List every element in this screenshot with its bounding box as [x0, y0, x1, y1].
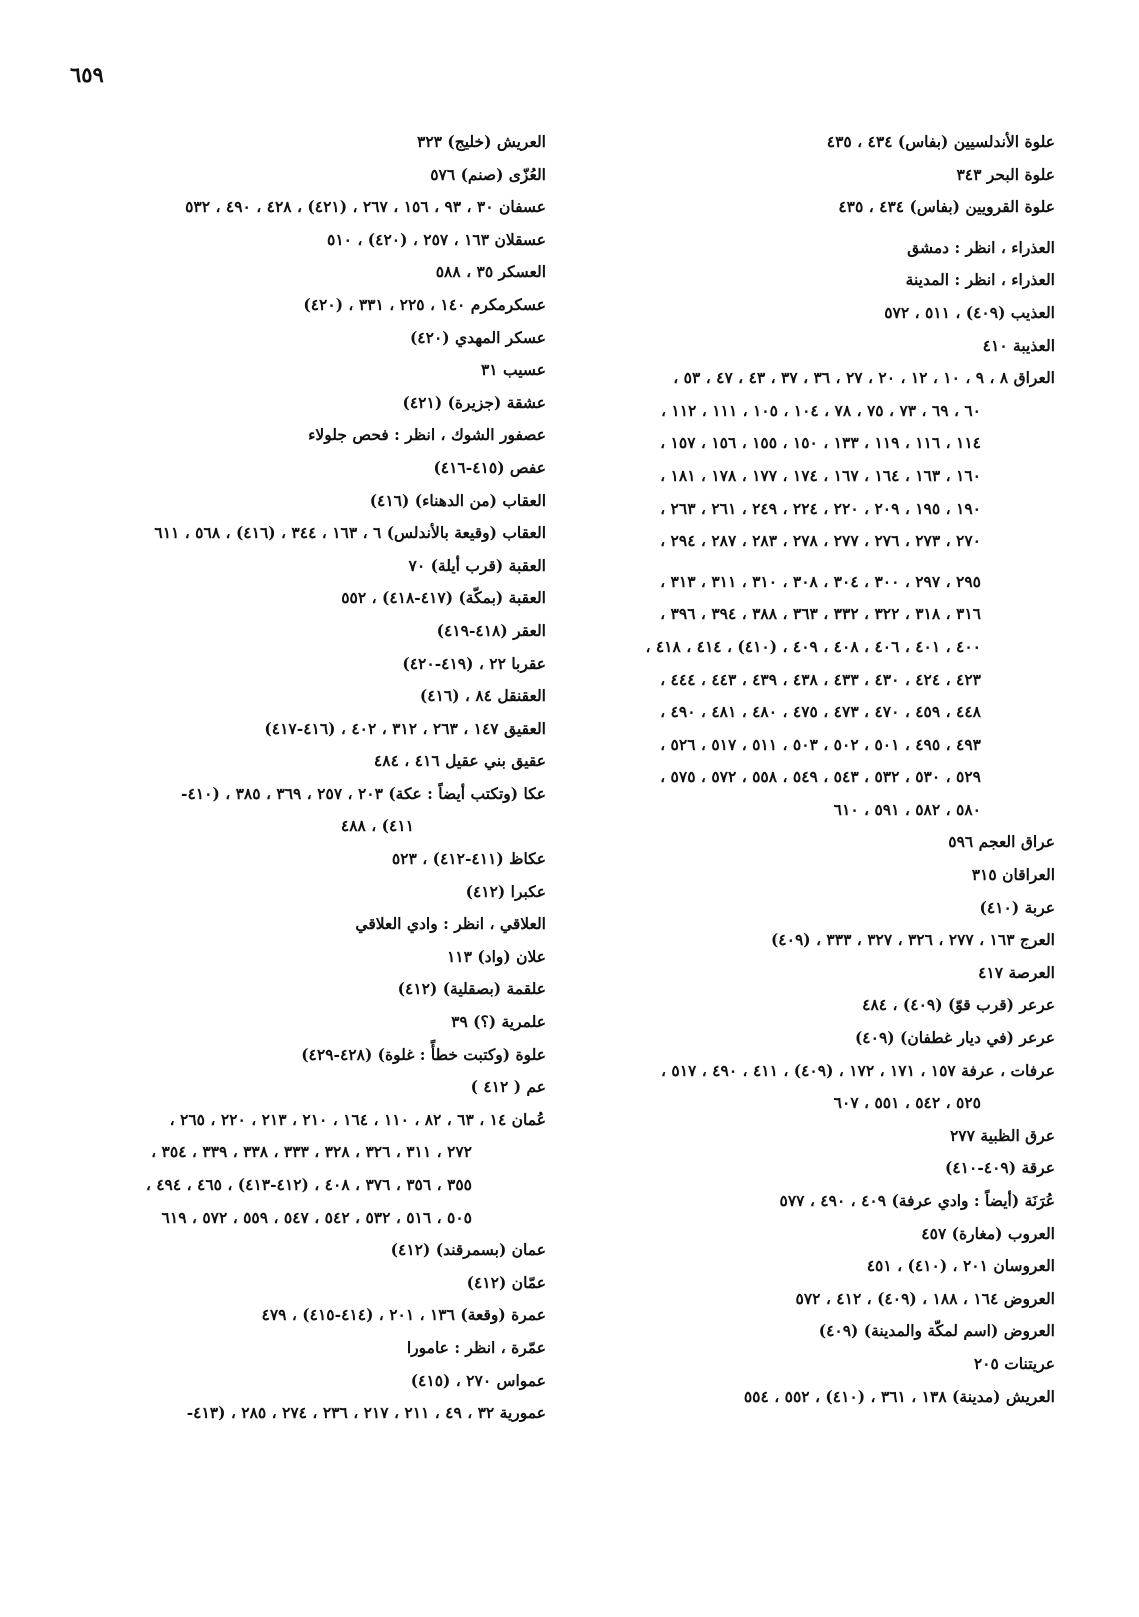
index-entry: عرقة (٤٠٩-٤١٠) [944, 1158, 1055, 1178]
index-entry-continuation: ٥٨٠ ، ٥٨٢ ، ٥٩١ ، ٦١٠ [833, 799, 981, 819]
index-entry-continuation: ٣٥٥ ، ٣٥٦ ، ٣٧٦ ، ٤٠٨ ، (٤١٢-٤١٣) ، ٤٦٥ ، ٤٩٤ ، [145, 1175, 472, 1194]
index-entry: عسكرمكرم ١٤٠ ، ٢٢٥ ، ٣٣١ ، (٤٢٠) [303, 294, 546, 314]
index-entry: العذراء ، انظر : دمشق [907, 237, 1055, 257]
index-entry-continuation: ٦٠ ، ٦٩ ، ٧٣ ، ٧٥ ، ٧٨ ، ١٠٤ ، ١٠٥ ، ١١١ ، ١١٢ ، [661, 400, 981, 420]
index-entry: العريش (خليج) ٣٢٣ [417, 132, 546, 151]
index-entry: عسكر المهدي (٤٢٠) [409, 327, 546, 347]
index-entry: العلاقي ، انظر : وادي العلاقي [355, 914, 546, 934]
index-entry: علقمة (بصقلية) (٤١٢) [397, 979, 546, 999]
index-entry: عرعر (قرب قوّ) (٤٠٩) ، ٤٨٤ [862, 995, 1055, 1015]
index-entry: علوة القرويين (بفاس) ٤٣٤ ، ٤٣٥ [838, 197, 1055, 217]
index-entry-continuation: ٤٠٠ ، ٤٠١ ، ٤٠٦ ، ٤٠٨ ، ٤٠٩ ، (٤١٠) ، ٤١٤ ، ٤١٨ ، [645, 636, 981, 656]
index-entry: عصفور الشوك ، انظر : فحص جلولاء [308, 425, 546, 445]
index-entry: عمان (بسمرقند) (٤١٢) [390, 1240, 546, 1260]
index-entry-continuation: ١٦٠ ، ١٦٣ ، ١٦٤ ، ١٦٧ ، ١٧٤ ، ١٧٧ ، ١٧٨ ، ١٨١ ، [660, 465, 981, 485]
index-entry: العراقان ٣١٥ [971, 865, 1055, 885]
index-entry: العسكر ٣٥ ، ٥٨٨ [435, 262, 546, 282]
index-entry-continuation: ٢٧٠ ، ٢٧٣ ، ٢٧٦ ، ٢٧٧ ، ٢٧٨ ، ٢٨٣ ، ٢٨٧ ، ٢٩٤ ، [660, 531, 981, 551]
index-entry-continuation: ٢٩٥ ، ٢٩٧ ، ٣٠٠ ، ٣٠٤ ، ٣٠٨ ، ٣١٠ ، ٣١١ ، ٣١٣ ، [660, 571, 981, 591]
index-entry: عسقلان ١٦٣ ، ٢٥٧ ، (٤٢٠) ، ٥١٠ [327, 229, 546, 249]
index-entry: عكاظ (٤١١-٤١٢) ، ٥٢٣ [391, 849, 546, 869]
index-entry: العروب (مغارة) ٤٥٧ [921, 1223, 1055, 1243]
index-entry: علمرية (؟) ٣٩ [451, 1012, 546, 1032]
index-entry: العُزّى (صنم) ٥٧٦ [430, 164, 546, 184]
index-entry: العقر (٤١٨-٤١٩) [436, 620, 546, 640]
index-entry: علوة الأندلسيين (بفاس) ٤٣٤ ، ٤٣٥ [826, 132, 1055, 151]
index-entry: العقاب (وقيعة بالأندلس) ٦ ، ١٦٣ ، ٣٤٤ ، (٤١٦) ، ٥٦٨ ، ٦١١ [154, 523, 546, 543]
index-entry-continuation: ٤٤٨ ، ٤٥٩ ، ٤٧٠ ، ٤٧٣ ، ٤٧٥ ، ٤٨٠ ، ٤٨١ ، ٤٩٠ ، [660, 702, 981, 722]
index-entry: العقبة (بمكّة) (٤١٧-٤١٨) ، ٥٥٢ [341, 588, 546, 608]
index-entry: العرصة ٤١٧ [978, 962, 1055, 982]
index-entry: العذراء ، انظر : المدينة [905, 270, 1055, 290]
index-entry: علوة (وكتبت خطأً : غلوة) (٤٢٨-٤٢٩) [301, 1044, 546, 1064]
index-column-left [66, 126, 546, 1430]
index-entry: العروض (اسم لمكّة والمدينة) (٤٠٩) [818, 1321, 1055, 1341]
index-entry: عُمان ١٤ ، ٦٣ ، ٨٢ ، ١١٠ ، ١٦٤ ، ٢١٠ ، ٢١٣ ، ٢٢٠ ، ٢٦٥ ، [169, 1109, 546, 1129]
index-entry: العروض ١٦٤ ، ١٨٨ ، (٤٠٩) ، ٤١٢ ، ٥٧٢ [795, 1288, 1055, 1308]
index-entry-continuation: ٤٩٣ ، ٤٩٥ ، ٥٠١ ، ٥٠٢ ، ٥٠٣ ، ٥١١ ، ٥١٧ ، ٥٢٦ ، [660, 734, 981, 754]
index-entry: العقبة (قرب أيلة) ٧٠ [408, 555, 546, 575]
index-entry-continuation: ٤١١) ، ٤٨٨ [340, 816, 414, 836]
index-entry: عُرَنَة (أيضاً : وادي عرفة) ٤٠٩ ، ٤٩٠ ، ٥٧٧ [779, 1191, 1055, 1210]
index-entry: العقاب (من الدهناء) (٤١٦) [369, 490, 546, 510]
index-entry: عقربا ٢٢ ، (٤١٩-٤٢٠) [402, 653, 546, 673]
index-entry: علان (واد) ١١٣ [446, 946, 546, 966]
index-entry: عمّان (٤١٢) [466, 1272, 546, 1292]
index-entry: عفص (٤١٥-٤١٦) [433, 457, 546, 477]
index-entry: عريتنات ٢٠٥ [973, 1353, 1055, 1373]
index-entry-continuation: ١٩٠ ، ١٩٥ ، ٢٠٩ ، ٢٢٠ ، ٢٢٤ ، ٢٤٩ ، ٢٦١ ، ٢٦٣ ، [660, 498, 981, 518]
index-entry-continuation: ٥٢٥ ، ٥٤٢ ، ٥٥١ ، ٦٠٧ [833, 1093, 981, 1113]
index-entry: العذيبة ٤١٠ [982, 335, 1055, 355]
index-entry: العقيق ١٤٧ ، ٢٦٣ ، ٣١٢ ، ٤٠٢ ، (٤١٦-٤١٧) [264, 718, 546, 738]
index-entry: عرفات ، عرفة ١٥٧ ، ١٧١ ، ١٧٢ ، (٤٠٩) ، ٤١١ ، ٤٩٠ ، ٥١٧ ، [660, 1060, 1055, 1080]
index-entry: العروسان ٢٠١ ، (٤١٠) ، ٤٥١ [866, 1256, 1055, 1276]
index-entry: عمواس ٢٧٠ ، (٤١٥) [410, 1370, 546, 1390]
index-entry: عسفان ٣٠ ، ٩٣ ، ١٥٦ ، ٢٦٧ ، (٤٢١) ، ٤٢٨ ، ٤٩٠ ، ٥٣٢ [185, 197, 546, 217]
index-entry-continuation: ١١٤ ، ١١٦ ، ١١٩ ، ١٣٣ ، ١٥٠ ، ١٥٥ ، ١٥٦ ، ١٥٧ ، [660, 433, 981, 453]
index-entry: عرعر (في ديار غطفان) (٤٠٩) [854, 1028, 1055, 1048]
index-entry-continuation: ٤٢٣ ، ٤٢٤ ، ٤٣٠ ، ٤٣٣ ، ٤٣٨ ، ٤٣٩ ، ٤٤٣ ، ٤٤٤ ، [660, 669, 981, 689]
index-entry: عشقة (جزيرة) (٤٢١) [402, 392, 546, 412]
index-entry: عم ( ٤١٢ ) [470, 1077, 546, 1097]
index-column-right [575, 126, 1055, 1413]
index-entry: عكبرا (٤١٢) [465, 881, 546, 901]
index-entry: العريش (مدينة) ١٣٨ ، ٣٦١ ، (٤١٠) ، ٥٥٢ ، ٥٥٤ [743, 1386, 1055, 1406]
index-entry: العقنقل ٨٤ ، (٤١٦) [419, 686, 546, 706]
index-entry: عرق الظبية ٢٧٧ [949, 1125, 1055, 1145]
index-entry: عقيق بني عقيل ٤١٦ ، ٤٨٤ [373, 751, 546, 771]
index-entry-continuation: ٢٧٢ ، ٣١١ ، ٣٢٦ ، ٣٢٨ ، ٣٣٣ ، ٣٣٨ ، ٣٣٩ ، ٣٥٤ ، [151, 1142, 472, 1162]
index-entry: علوة البحر ٣٤٣ [956, 164, 1055, 184]
index-entry: عمورية ٣٢ ، ٤٩ ، ٢١١ ، ٢١٧ ، ٢٣٦ ، ٢٧٤ ، ٢٨٥ ، (٤١٣- [186, 1403, 546, 1423]
index-entry: عراق العجم ٥٩٦ [948, 832, 1055, 852]
index-entry: العراق ٨ ، ٩ ، ١٠ ، ١٢ ، ٢٠ ، ٢٧ ، ٣٦ ، ٣٧ ، ٤٣ ، ٤٧ ، ٥٣ ، [673, 368, 1055, 388]
index-entry-continuation: ٣١٦ ، ٣١٨ ، ٣٢٢ ، ٣٣٢ ، ٣٦٣ ، ٣٨٨ ، ٣٩٤ ، ٣٩٦ ، [660, 604, 981, 624]
index-entry: عمرة (وقعة) ١٣٦ ، ٢٠١ ، (٤١٤-٤١٥) ، ٤٧٩ [261, 1305, 546, 1325]
index-entry: العرج ١٦٣ ، ٢٧٧ ، ٣٢٦ ، ٣٢٧ ، ٣٣٣ ، (٤٠٩) [770, 930, 1055, 950]
index-entry: عربة (٤١٠) [979, 897, 1055, 917]
index-entry: عمّرة ، انظر : عامورا [406, 1337, 546, 1357]
index-entry-continuation: ٥٢٩ ، ٥٣٠ ، ٥٣٢ ، ٥٤٣ ، ٥٤٩ ، ٥٥٨ ، ٥٧٢ ، ٥٧٥ ، [660, 767, 981, 787]
index-entry: عكا (وتكتب أيضاً : عكة) ٢٠٣ ، ٢٥٧ ، ٣٦٩ ، ٣٨٥ ، (٤١٠- [181, 783, 546, 803]
index-entry-continuation: ٥٠٥ ، ٥١٦ ، ٥٣٢ ، ٥٤٢ ، ٥٤٧ ، ٥٥٩ ، ٥٧٢ ، ٦١٩ [161, 1207, 472, 1227]
page-number: ٦٥٩ [70, 62, 104, 87]
index-entry: العذيب (٤٠٩) ، ٥١١ ، ٥٧٢ [884, 302, 1055, 322]
index-entry: عسيب ٣١ [480, 360, 546, 380]
